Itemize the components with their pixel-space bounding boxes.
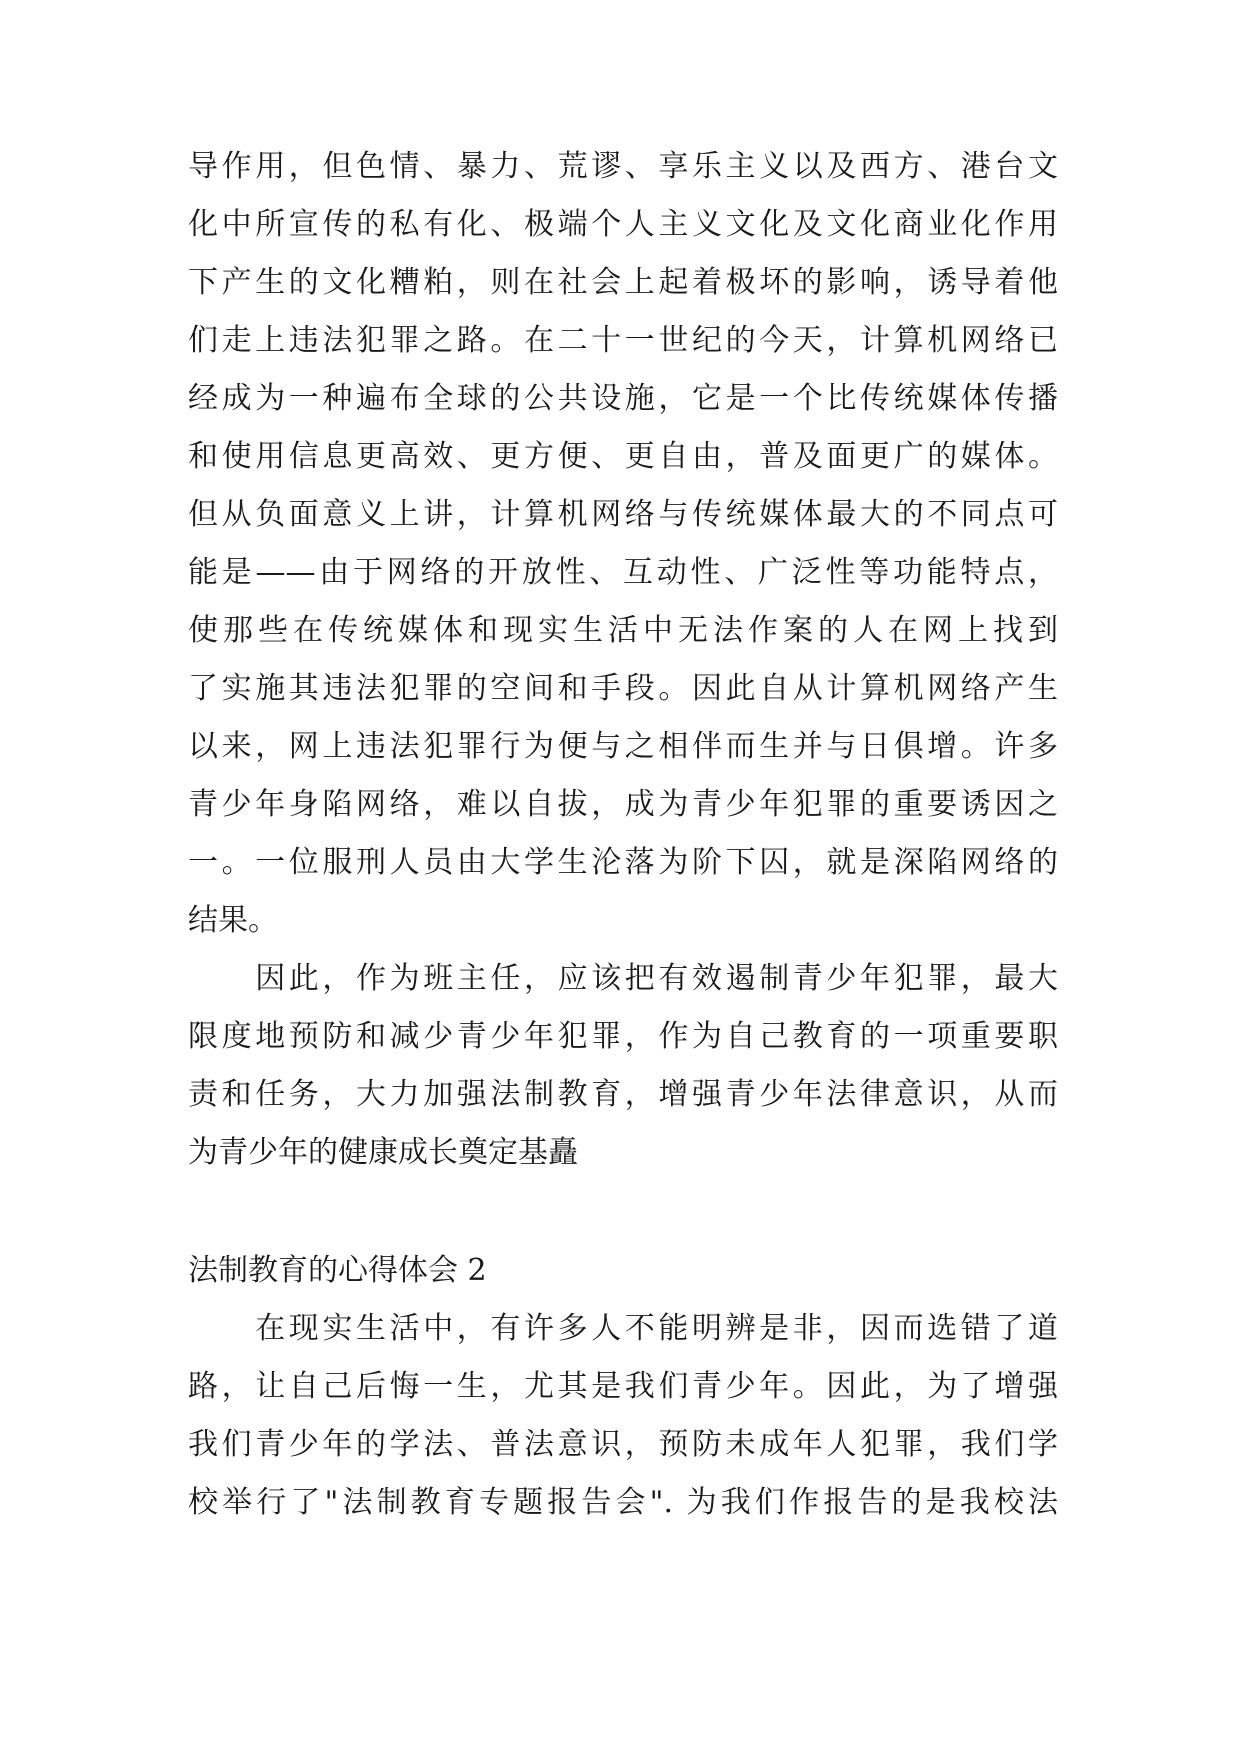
section-heading: 法制教育的心得体会 2 <box>188 1253 487 1288</box>
paragraph-line: 结果。 <box>188 903 278 938</box>
paragraph-line: 们走上违法犯罪之路。在二十一世纪的今天，计算机网络已 <box>188 323 1058 358</box>
paragraph-line: 但从负面意义上讲，计算机网络与传统媒体最大的不同点可 <box>188 497 1058 532</box>
paragraph-line: 导作用，但色情、暴力、荒谬、享乐主义以及西方、港台文 <box>188 149 1058 184</box>
paragraph-line: 责和任务，大力加强法制教育，增强青少年法律意识，从而 <box>188 1077 1058 1112</box>
paragraph-line: 路，让自己后悔一生，尤其是我们青少年。因此，为了增强 <box>188 1369 1058 1404</box>
paragraph-line: 因此，作为班主任，应该把有效遏制青少年犯罪，最大 <box>188 961 1058 996</box>
paragraph-line: 经成为一种遍布全球的公共设施，它是一个比传统媒体传播 <box>188 381 1058 416</box>
paragraph-line: 使那些在传统媒体和现实生活中无法作案的人在网上找到 <box>188 613 1058 648</box>
paragraph-line: 限度地预防和减少青少年犯罪，作为自己教育的一项重要职 <box>188 1019 1058 1054</box>
paragraph-line: 校举行了"法制教育专题报告会". 为我们作报告的是我校法 <box>188 1485 1058 1520</box>
paragraph-line: 能是——由于网络的开放性、互动性、广泛性等功能特点， <box>188 555 1058 590</box>
paragraph-line: 以来，网上违法犯罪行为便与之相伴而生并与日俱增。许多 <box>188 729 1058 764</box>
paragraph-line: 下产生的文化糟粕，则在社会上起着极坏的影响，诱导着他 <box>188 265 1058 300</box>
paragraph-line: 我们青少年的学法、普法意识，预防未成年人犯罪，我们学 <box>188 1427 1058 1462</box>
paragraph-line: 和使用信息更高效、更方便、更自由，普及面更广的媒体。 <box>188 439 1058 474</box>
paragraph-line: 为青少年的健康成长奠定基矗 <box>188 1135 578 1170</box>
paragraph-line: 了实施其违法犯罪的空间和手段。因此自从计算机网络产生 <box>188 671 1058 706</box>
paragraph-line: 化中所宣传的私有化、极端个人主义文化及文化商业化作用 <box>188 207 1058 242</box>
paragraph-line: 青少年身陷网络，难以自拔，成为青少年犯罪的重要诱因之 <box>188 787 1058 822</box>
paragraph-line: 在现实生活中，有许多人不能明辨是非，因而选错了道 <box>188 1311 1058 1346</box>
paragraph-line: 一。一位服刑人员由大学生沦落为阶下囚，就是深陷网络的 <box>188 845 1058 880</box>
